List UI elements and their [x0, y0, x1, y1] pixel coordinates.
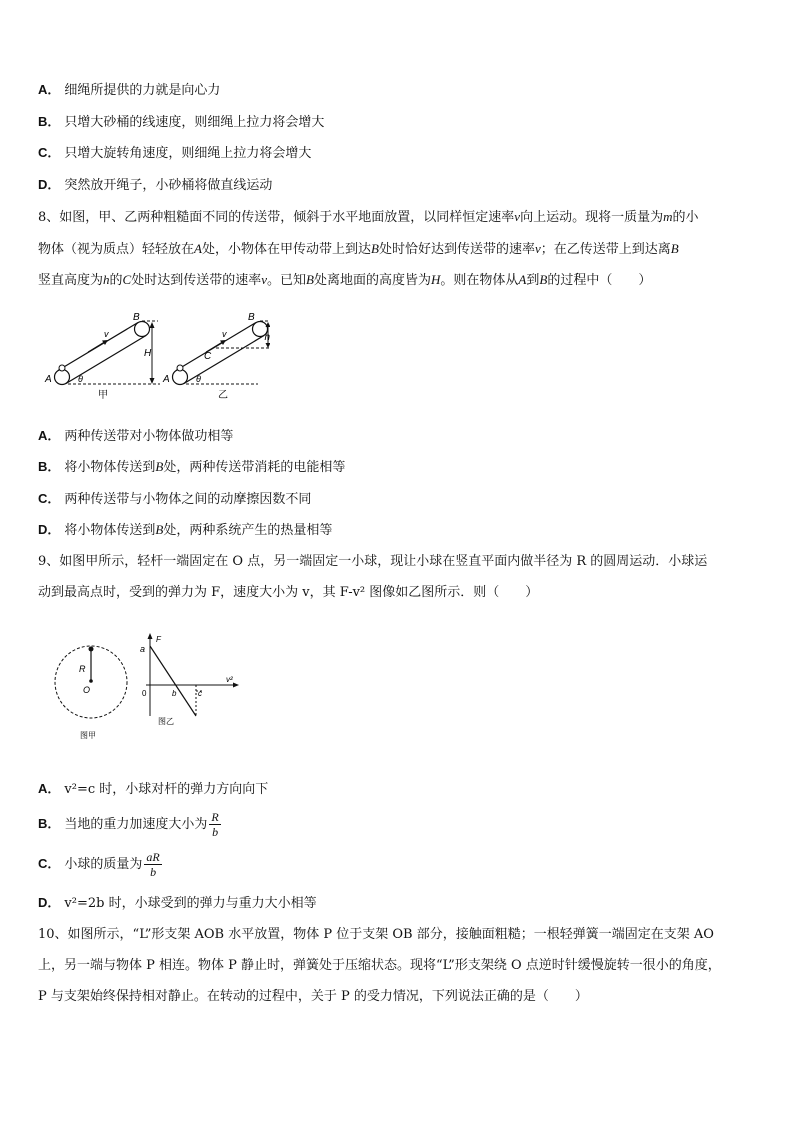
- q7-option-b: [38, 114, 324, 131]
- var-b: B: [370, 241, 379, 256]
- q9-stem-line2: 动到最高点时，受到的弹力为 F，速度大小为 v，其 F-v² 图像如乙图所示．则（ ）: [38, 585, 539, 600]
- option-label: B．: [38, 114, 61, 129]
- var-b: B: [539, 272, 548, 287]
- option-text: v²=c 时，小球对杆的弹力方向向下: [64, 782, 269, 797]
- label-R: R: [79, 664, 86, 674]
- label-tujia: 图甲: [80, 731, 96, 740]
- pivot-O: [89, 679, 93, 683]
- label-a: a: [140, 644, 146, 654]
- label-H: H: [144, 348, 152, 359]
- text: 处时恰好达到传送带的速率: [378, 242, 535, 257]
- small-object: [177, 365, 183, 371]
- var-v: v: [534, 241, 541, 256]
- label-c: c: [198, 689, 202, 698]
- ball: [89, 647, 94, 652]
- option-label: C．: [38, 491, 61, 506]
- option-text: 处，两种传送带消耗的电能相等: [163, 460, 346, 475]
- q7-option-c: [38, 145, 311, 162]
- label-v: v: [104, 329, 109, 339]
- small-object: [59, 365, 65, 371]
- numerator: aR: [146, 850, 160, 864]
- q8-stem-line1: [38, 209, 698, 226]
- q9-option-b: [38, 810, 221, 839]
- option-text: v²=2b 时，小球受到的弹力与重力大小相等: [64, 896, 317, 911]
- option-text: 处，两种系统产生的热量相等: [163, 523, 333, 538]
- label-zero: 0: [142, 689, 147, 698]
- label-yi: 乙: [218, 390, 228, 401]
- label-v: v: [222, 329, 227, 339]
- q10-stem-line3: P 与支架始终保持相对静止。在转动的过程中，关于 P 的受力情况，下列说法正确的是（ ）: [38, 989, 588, 1004]
- q7-option-d: [38, 177, 272, 194]
- fraction: [209, 810, 220, 839]
- arrow-head: [150, 378, 155, 384]
- label-B: B: [248, 312, 255, 323]
- option-label: D．: [38, 177, 61, 192]
- q8-option-a: [38, 428, 233, 445]
- option-label: D．: [38, 895, 61, 910]
- label-h: h: [264, 332, 270, 343]
- denominator: b: [212, 825, 219, 839]
- q9-option-a: [38, 781, 268, 798]
- option-label: A．: [38, 82, 61, 97]
- var-b: B: [306, 272, 314, 287]
- label-v2: v²: [226, 675, 233, 684]
- var-b: B: [670, 241, 679, 256]
- text: 处时达到传送带的速率: [131, 273, 262, 288]
- q9-option-d: [38, 895, 317, 912]
- option-text: 只增大砂桶的线速度，则细绳上拉力将会增大: [64, 115, 325, 130]
- text: 处离地面的高度皆为: [313, 273, 431, 288]
- option-label: A．: [38, 428, 61, 443]
- q8-stem-line3: [38, 272, 651, 289]
- label-C: C: [204, 351, 212, 362]
- option-label: A．: [38, 781, 61, 796]
- option-text: 两种传送带对小物体做功相等: [64, 429, 234, 444]
- q9-stem-line1: 9、如图甲所示，轻杆一端固定在 O 点，另一端固定一小球，现让小球在竖直平面内做半径为 R 的圆周运动．小球运: [38, 554, 708, 569]
- label-F: F: [156, 635, 161, 644]
- option-text: 将小物体传送到: [64, 523, 156, 538]
- option-text: 将小物体传送到: [64, 460, 156, 475]
- var-b: B: [155, 459, 164, 474]
- q8-option-d: [38, 522, 332, 539]
- option-text: 两种传送带与小物体之间的动摩擦因数不同: [64, 492, 312, 507]
- var-m: m: [663, 209, 673, 224]
- option-label: C．: [38, 145, 61, 160]
- q10-stem-line2: 上，另一端与物体 P 相连。物体 P 静止时，弹簧处于压缩状态。现将“L”形支架绕 O 点逆时针缓慢旋转一很小的角度，: [38, 958, 721, 973]
- option-label: C．: [38, 856, 61, 871]
- var-v: v: [514, 209, 521, 224]
- text: 向上运动。现将一质量为: [520, 210, 664, 225]
- q7-option-a: [38, 82, 220, 99]
- var-H: H: [430, 272, 441, 287]
- q10-stem-line1: 10、如图所示，“L”形支架 AOB 水平放置，物体 P 位于支架 OB 部分，接触面粗糙；一根轻弹簧一端固定在支架 AO: [38, 927, 714, 942]
- arrow-head: [150, 322, 155, 328]
- belt-yi: [173, 322, 268, 385]
- q9-figure: [50, 632, 245, 744]
- numerator: R: [211, 810, 219, 824]
- text: 竖直高度为: [38, 273, 104, 288]
- var-v: v: [261, 272, 267, 287]
- text: 。已知: [267, 273, 307, 288]
- option-label: D．: [38, 522, 61, 537]
- q8-option-c: [38, 491, 311, 508]
- arrow-head: [148, 633, 153, 639]
- label-b: b: [172, 689, 177, 698]
- label-theta: θ: [196, 374, 201, 384]
- option-text: 当地的重力加速度大小为: [64, 817, 208, 832]
- text: 到: [526, 273, 540, 288]
- fraction: [144, 850, 161, 879]
- f-v2-line: [150, 646, 196, 716]
- text: 处，小物体在甲传动带上到达: [201, 242, 371, 257]
- option-text: 细绳所提供的力就是向心力: [64, 83, 221, 98]
- var-h: h: [103, 272, 110, 287]
- text: 的小: [672, 210, 699, 225]
- label-A: A: [45, 374, 52, 385]
- arrow-head: [233, 683, 239, 688]
- denominator: b: [150, 865, 157, 879]
- label-jia: 甲: [98, 390, 108, 401]
- arrow-head: [266, 343, 271, 348]
- q8-stem-line2: [38, 241, 679, 258]
- label-O: O: [83, 685, 91, 695]
- label-tuyi: 图乙: [158, 717, 174, 726]
- text: 8、如图，甲、乙两种粗糙面不同的传送带，倾斜于水平地面放置，以同样恒定速率: [38, 210, 515, 225]
- option-text: 小球的质量为: [64, 857, 143, 872]
- q9-option-c: [38, 850, 162, 879]
- label-theta: θ: [78, 374, 83, 384]
- label-A: A: [163, 374, 170, 385]
- var-b: B: [155, 522, 164, 537]
- velocity-arrow: [88, 341, 106, 352]
- option-label: B．: [38, 459, 61, 474]
- option-label: B．: [38, 816, 61, 831]
- text: 。则在物体从: [440, 273, 519, 288]
- text: 物体（视为质点）轻轻放在: [38, 242, 195, 257]
- option-text: 突然放开绳子，小砂桶将做直线运动: [64, 178, 273, 193]
- text: 的过程中（ ）: [547, 273, 652, 288]
- q8-conveyor-figure: [40, 312, 270, 402]
- var-a: A: [194, 241, 202, 256]
- label-B: B: [133, 312, 140, 323]
- var-a: A: [518, 272, 527, 287]
- q8-option-b: [38, 459, 345, 476]
- text: ；在乙传送带上到达离: [540, 242, 671, 257]
- text: 的: [109, 273, 123, 288]
- var-c: C: [122, 272, 132, 287]
- option-text: 只增大旋转角速度，则细绳上拉力将会增大: [64, 146, 312, 161]
- belt-jia: [55, 322, 150, 385]
